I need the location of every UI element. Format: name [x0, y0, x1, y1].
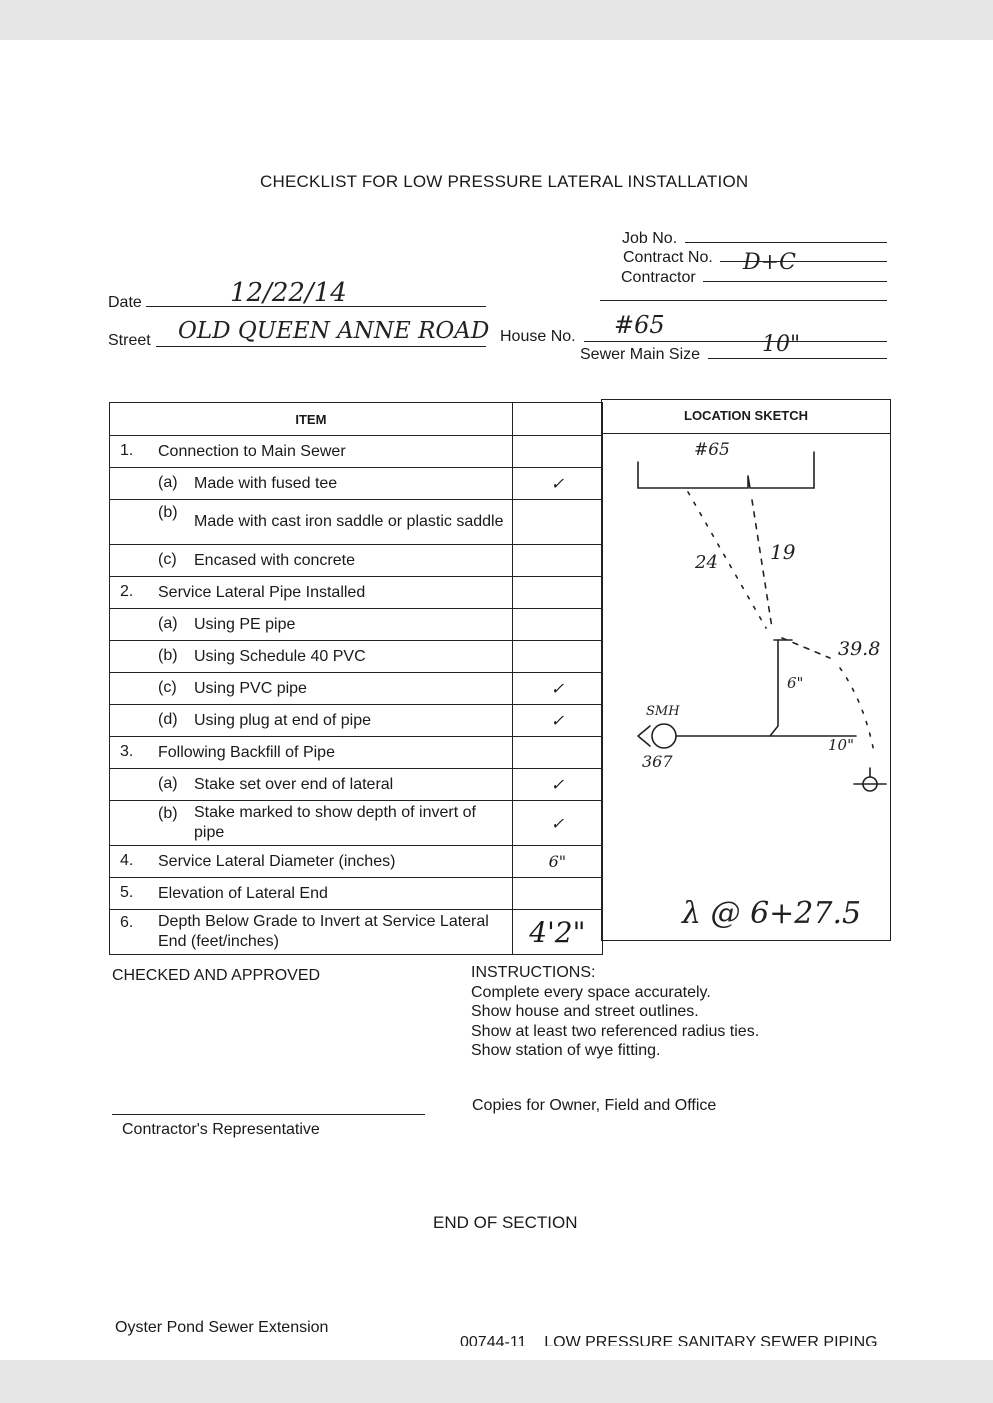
- instruction-item: Complete every space accurately.: [471, 983, 711, 1001]
- scan-bottom-band: [0, 1360, 993, 1403]
- table-row: [110, 545, 603, 577]
- row-text: Connection to Main Sewer: [158, 442, 346, 460]
- lateral-pipe: [770, 640, 778, 736]
- sketch-tie-39-8: 39.8: [838, 638, 881, 660]
- contractor-signature-line[interactable]: [112, 1100, 425, 1115]
- row-text: Using PE pipe: [194, 615, 296, 633]
- table-row: [110, 769, 603, 801]
- sewer-main-size-value: 10": [762, 332, 801, 357]
- row-number: 3.: [120, 742, 134, 760]
- row-checkbox[interactable]: ✓: [512, 673, 602, 705]
- row-text: Encased with concrete: [194, 551, 355, 569]
- row-text: Made with cast iron saddle or plastic saddle: [194, 513, 504, 530]
- item-column-header: ITEM: [110, 403, 513, 436]
- end-of-section: END OF SECTION: [433, 1213, 578, 1232]
- table-row: [110, 468, 603, 500]
- section-code: 00744-11: [460, 1334, 527, 1346]
- table-row: [110, 737, 603, 769]
- sketch-tie-24: 24: [695, 552, 718, 573]
- row-letter: (a): [158, 473, 178, 491]
- row-checkbox[interactable]: [512, 577, 602, 609]
- sketch-smh-number: 367: [642, 752, 673, 771]
- instruction-item: Show house and street outlines.: [471, 1003, 699, 1020]
- contractor-extra-line: [600, 286, 887, 301]
- instructions-block: [471, 963, 759, 1061]
- checked-approved-label: CHECKED AND APPROVED: [112, 967, 321, 984]
- row-checkbox[interactable]: [512, 609, 602, 641]
- table-row: [110, 801, 603, 846]
- instructions-title: INSTRUCTIONS:: [471, 964, 596, 981]
- row-text: Stake set over end of lateral: [194, 775, 394, 793]
- row-checkbox[interactable]: ✓: [512, 769, 602, 801]
- row-checkbox[interactable]: [512, 436, 602, 468]
- contractor-value: D+C: [743, 250, 796, 275]
- house-no-label: House No.: [500, 328, 576, 345]
- row-letter: (b): [158, 646, 178, 664]
- street-value: OLD QUEEN ANNE ROAD: [178, 318, 490, 344]
- row-text: Using PVC pipe: [194, 679, 307, 697]
- row-value[interactable]: [512, 878, 602, 910]
- row-text: Using plug at end of pipe: [194, 711, 372, 729]
- sketch-smh-label: SMH: [646, 704, 680, 719]
- table-row: [110, 846, 603, 878]
- row-checkbox[interactable]: ✓: [512, 468, 602, 500]
- row-number: 2.: [120, 582, 134, 600]
- scan-top-band: [0, 0, 993, 40]
- table-row: [110, 609, 603, 641]
- row-letter: (b): [158, 504, 178, 521]
- sketch-main-size: 10": [828, 736, 854, 754]
- row-text: Stake marked to show depth of invert of pipe: [194, 804, 476, 841]
- row-text: Made with fused tee: [194, 474, 338, 492]
- contractor-rep-label: Contractor's Representative: [122, 1121, 320, 1138]
- check-column-header: [512, 403, 602, 436]
- row-number: 4.: [120, 851, 134, 869]
- street-field[interactable]: [156, 318, 490, 347]
- copies-note: Copies for Owner, Field and Office: [472, 1097, 717, 1114]
- section-footer: [460, 1332, 878, 1346]
- row-letter: (c): [158, 550, 177, 568]
- instruction-item: Show at least two referenced radius ties.: [471, 1022, 760, 1040]
- sketch-lateral-size: 6": [787, 674, 804, 692]
- smh-circle: [652, 724, 676, 748]
- instruction-item: Show station of wye fitting.: [471, 1042, 661, 1059]
- section-title: LOW PRESSURE SANITARY SEWER PIPING: [544, 1334, 878, 1346]
- row-text: Depth Below Grade to Invert at Service Lateral End (feet/inches): [158, 913, 489, 950]
- table-row: [110, 436, 603, 468]
- row-checkbox[interactable]: [512, 737, 602, 769]
- checklist-table: [109, 402, 603, 955]
- date-label: Date: [108, 294, 142, 311]
- row-number: 5.: [120, 883, 134, 901]
- row-checkbox[interactable]: [512, 641, 602, 673]
- form-title: CHECKLIST FOR LOW PRESSURE LATERAL INSTALLATION: [260, 172, 749, 191]
- project-name: Oyster Pond Sewer Extension: [115, 1319, 329, 1336]
- location-sketch-drawing: [602, 400, 890, 940]
- sketch-tie-19: 19: [770, 540, 796, 564]
- row-text: Using Schedule 40 PVC: [194, 647, 366, 665]
- house-no-field[interactable]: [584, 311, 887, 342]
- row-letter: (d): [158, 710, 178, 728]
- row-letter: (a): [158, 614, 178, 632]
- table-row: [110, 878, 603, 910]
- table-row: [110, 673, 603, 705]
- row-text: Service Lateral Diameter (inches): [158, 852, 396, 870]
- row-checkbox[interactable]: ✓: [512, 801, 602, 846]
- house-no-value: #65: [614, 311, 665, 339]
- row-value[interactable]: 6": [512, 846, 602, 878]
- contractor-field[interactable]: [703, 250, 887, 282]
- flow-arrow: [638, 726, 650, 746]
- row-text: Following Backfill of Pipe: [158, 743, 335, 761]
- row-checkbox[interactable]: [512, 500, 602, 545]
- row-letter: (c): [158, 678, 177, 696]
- table-row: [110, 577, 603, 609]
- contract-no-label: Contract No.: [623, 249, 713, 266]
- table-row: [110, 705, 603, 737]
- row-letter: (b): [158, 805, 178, 822]
- sketch-station: λ @ 6+27.5: [682, 896, 862, 931]
- location-sketch-box: [601, 399, 891, 941]
- row-value[interactable]: 4'2": [512, 910, 602, 955]
- row-checkbox[interactable]: ✓: [512, 705, 602, 737]
- table-row: [110, 910, 603, 955]
- sewer-main-size-label: Sewer Main Size: [580, 346, 701, 363]
- tie-line-39-8: [782, 638, 830, 658]
- street-label: Street: [108, 332, 151, 349]
- date-value: 12/22/14: [230, 278, 347, 308]
- row-number: 1.: [120, 441, 134, 459]
- table-row: [110, 500, 603, 545]
- row-number: 6.: [120, 914, 134, 931]
- date-field[interactable]: [146, 278, 486, 308]
- row-text: Elevation of Lateral End: [158, 884, 328, 902]
- job-no-label: Job No.: [622, 230, 678, 247]
- location-sketch-header: LOCATION SKETCH: [602, 400, 890, 434]
- contractor-label: Contractor: [621, 269, 696, 286]
- sketch-house-label: #65: [694, 440, 730, 460]
- row-text: Service Lateral Pipe Installed: [158, 583, 366, 601]
- table-row: [110, 641, 603, 673]
- stake-cross: [854, 768, 886, 784]
- row-letter: (a): [158, 774, 178, 792]
- row-checkbox[interactable]: [512, 545, 602, 577]
- job-no-field[interactable]: [685, 228, 887, 243]
- sewer-main-size-field[interactable]: [708, 332, 887, 359]
